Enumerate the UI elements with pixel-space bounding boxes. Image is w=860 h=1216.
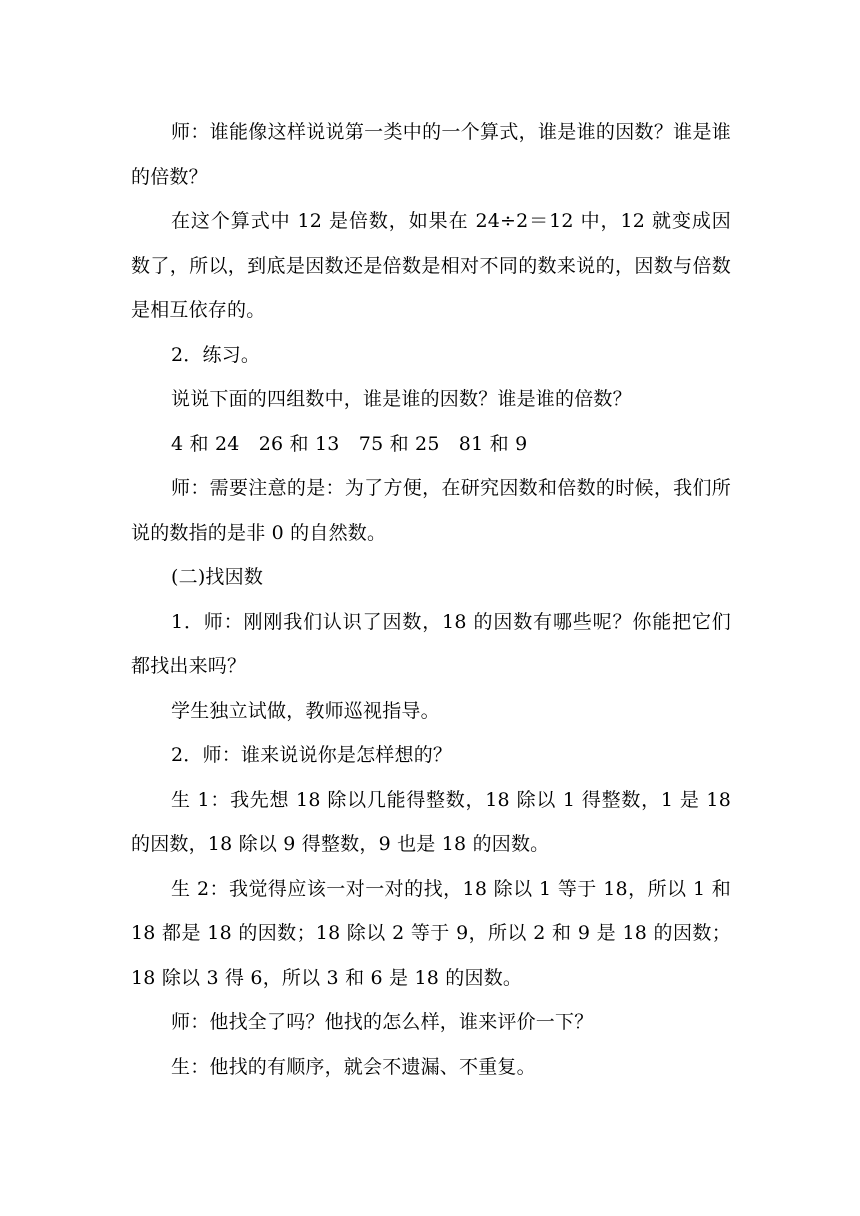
paragraph-factor-multiple-relative: 在这个算式中 12 是倍数，如果在 24÷2＝12 中，12 就变成因数了，所以，到底是因数还是倍数是相对不同的数来说的，因数与倍数是相互依存的。 (131, 210, 731, 321)
paragraph-student-2-answer: 生 2：我觉得应该一对一对的找，18 除以 1 等于 18，所以 1 和 18 都是 18 的因数；18 除以 2 等于 9，所以 2 和 9 是 18 的因数；18 除以 3 得 6，所以 3 和 6 是 18 的因数。 (131, 877, 731, 989)
paragraph-student-1-answer: 生 1：我先想 18 除以几能得整数，18 除以 1 得整数，1 是 18 的因数，18 除以 9 得整数，9 也是 18 的因数。 (131, 788, 731, 855)
paragraph-factors-of-18-question: 1．师：刚刚我们认识了因数，18 的因数有哪些呢？你能把它们都找出来吗？ (131, 610, 731, 677)
document-body (131, 110, 731, 1089)
paragraph-student-independent-work: 学生独立试做，教师巡视指导。 (171, 699, 440, 722)
paragraph-number-pairs: 4 和 24 26 和 13 75 和 25 81 和 9 (171, 432, 528, 455)
paragraph-student-conclusion: 生：他找的有顺序，就会不遗漏、不重复。 (171, 1055, 536, 1078)
paragraph-teacher-question: 师：谁能像这样说说第一类中的一个算式，谁是谁的因数？谁是谁的倍数？ (131, 121, 731, 188)
paragraph-practice-heading: 2．练习。 (171, 343, 261, 366)
paragraph-teacher-evaluate: 师：他找全了吗？他找的怎么样，谁来评价一下？ (171, 1011, 594, 1033)
paragraph-teacher-ask-thinking: 2．师：谁来说说你是怎样想的？ (171, 744, 453, 766)
section-heading-find-factors: (二)找因数 (171, 566, 264, 588)
paragraph-natural-number-note: 师：需要注意的是：为了方便，在研究因数和倍数的时候，我们所说的数指的是非 0 的自然数。 (131, 477, 731, 544)
paragraph-practice-instruction: 说说下面的四组数中，谁是谁的因数？谁是谁的倍数？ (171, 388, 632, 410)
